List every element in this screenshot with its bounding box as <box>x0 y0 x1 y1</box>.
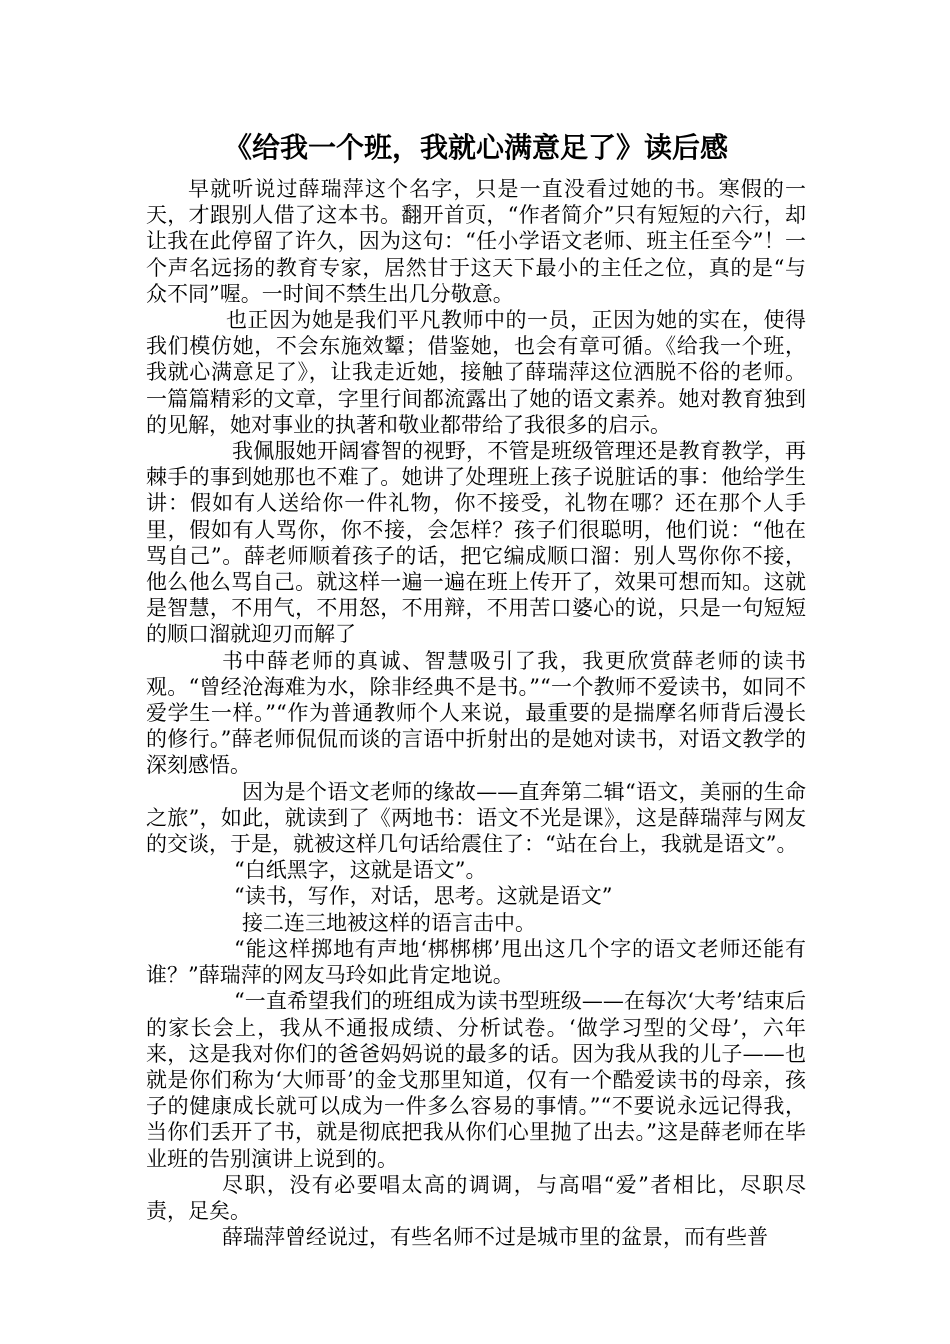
paragraph: 早就听说过薛瑞萍这个名字，只是一直没看过她的书。寒假的一天，才跟别人借了这本书。翻开首页，“作者简介”只有短短的六行，却让我在此停留了许久，因为这句：“任小学语文老师、班主任至今”！一个声名远扬的教育专家，居然甘于这天下最小的主任之位，真的是“与众不同”喔。一时间不禁生出几分敬意。 <box>146 177 806 306</box>
paragraph: 我佩服她开阔睿智的视野，不管是班级管理还是教育教学，再棘手的事到她那也不难了。她讲了处理班上孩子说脏话的事：他给学生讲：假如有人送给你一件礼物，你不接受，礼物在哪？还在那个人手里，假如有人骂你，你不接，会怎样？孩子们很聪明，他们说：“他在骂自己”。薛老师顺着孩子的话，把它编成顺口溜：别人骂你你不接，他么他么骂自己。就这样一遍一遍在班上传开了，效果可想而知。这就是智慧，不用气，不用怒，不用辩，不用苦口婆心的说，只是一句短短的顺口溜就迎刃而解了 <box>146 439 806 647</box>
paragraph: 也正因为她是我们平凡教师中的一员，正因为她的实在，使得我们模仿她，不会东施效颦；借鉴她，也会有章可循。《给我一个班，我就心满意足了》，让我走近她，接触了薛瑞萍这位洒脱不俗的老师。一篇篇精彩的文章，字里行间都流露出了她的语文素养。她对教育独到的见解，她对事业的执著和敬业都带给了我很多的启示。 <box>146 308 806 437</box>
paragraph: 薛瑞萍曾经说过，有些名师不过是城市里的盆景，而有些普 <box>222 1225 768 1250</box>
paragraph: 书中薛老师的真诚、智慧吸引了我，我更欣赏薛老师的读书观。“曾经沧海难为水，除非经典不是书。”“一个教师不爱读书，如同不爱学生一样。”“作为普通教师个人来说，最重要的是揣摩名师背后漫长的修行。”薛老师侃侃而谈的言语中折射出的是她对读书，对语文教学的深刻感悟。 <box>146 648 806 778</box>
paragraph: 接二连三地被这样的语言击中。 <box>242 910 536 935</box>
document-title: 《给我一个班，我就心满意足了》读后感 <box>223 131 728 164</box>
document-page <box>146 128 806 1250</box>
paragraph: “白纸黑字，这就是语文”。 <box>234 858 487 883</box>
paragraph: 因为是个语文老师的缘故——直奔第二辑“语文，美丽的生命之旅”，如此，就读到了《两地书：语文不光是课》，这是薛瑞萍与网友的交谈，于是，就被这样几句话给震住了：“站在台上，我就是语文”。 <box>146 779 806 857</box>
paragraph: “读书，写作，对话，思考。这就是语文” <box>234 884 613 909</box>
paragraph: 尽职，没有必要唱太高的调调，与高唱“爱”者相比，尽职尽责，足矣。 <box>146 1172 806 1223</box>
paragraph: “一直希望我们的班组成为读书型班级——在每次‘大考’结束后的家长会上，我从不通报成绩、分析试卷。‘做学习型的父母’，六年来，这是我对你们的爸爸妈妈说的最多的话。因为我从我的儿子——也就是你们称为‘大师哥’的金戈那里知道，仅有一个酷爱读书的母亲，孩子的健康成长就可以成为一件多么容易的事情。”“不要说永远记得我，当你们丢开了书，就是彻底把我从你们心里抛了出去。”这是薛老师在毕业班的告别演讲上说到的。 <box>146 989 806 1171</box>
paragraph: “能这样掷地有声地‘梆梆梆’甩出这几个字的语文老师还能有谁？”薛瑞萍的网友马玲如此肯定地说。 <box>146 936 806 988</box>
